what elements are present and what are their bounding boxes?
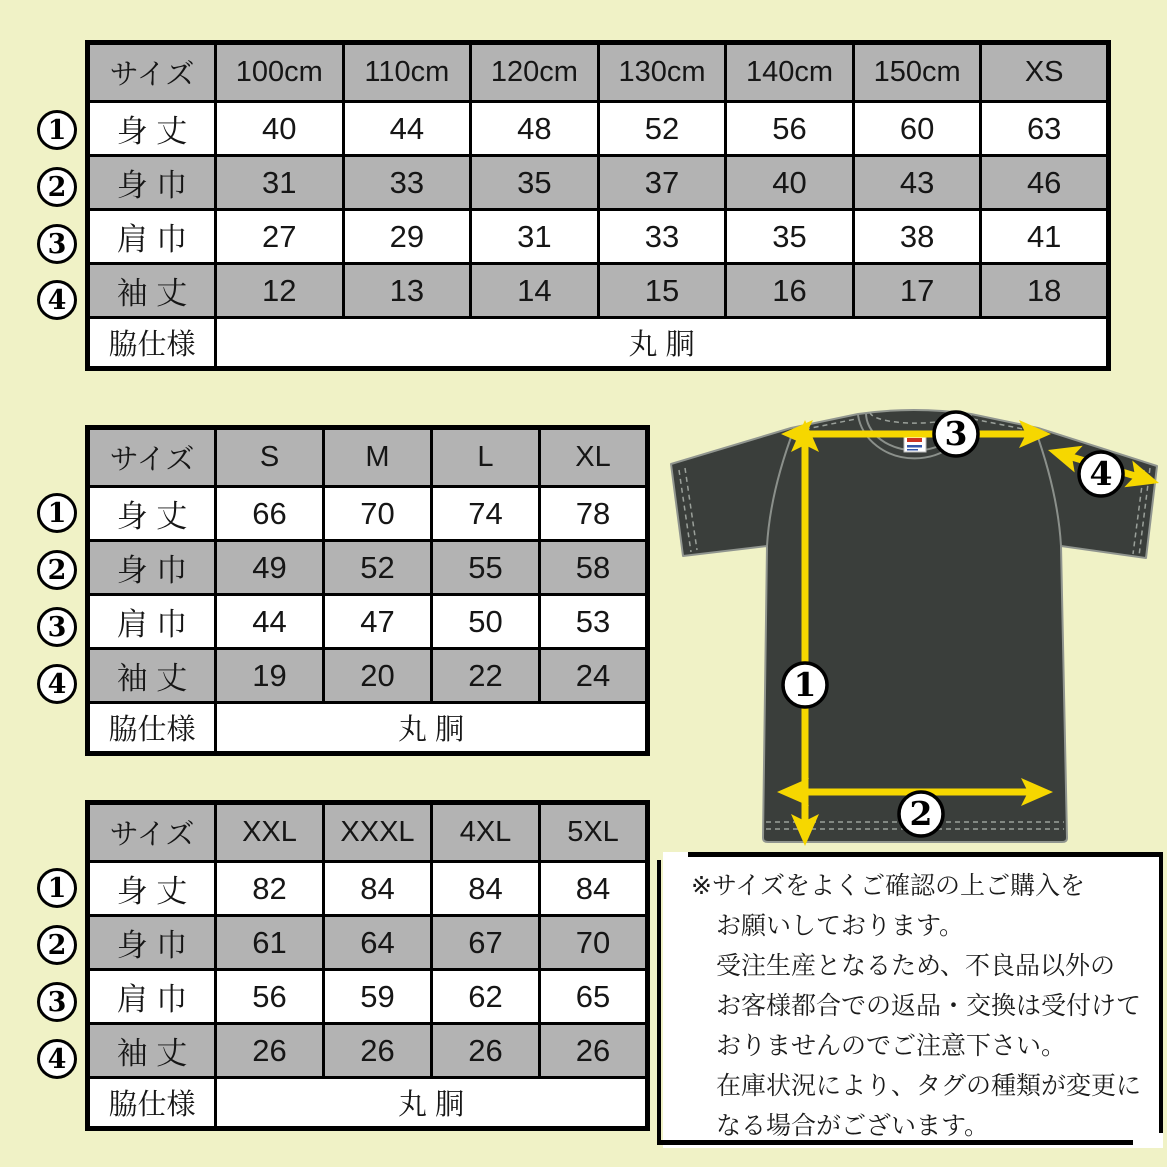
table-cell: 16	[726, 264, 854, 318]
row-label: 肩 巾	[88, 595, 216, 649]
table-cell: 26	[432, 1024, 540, 1078]
table-row	[88, 1024, 648, 1078]
row-label: 身 巾	[88, 916, 216, 970]
row-label: 肩 巾	[88, 210, 216, 264]
table-cell: 66	[216, 487, 324, 541]
table-cell: 14	[471, 264, 599, 318]
row-label: 身 丈	[88, 102, 216, 156]
table-row	[88, 649, 648, 703]
table-row	[88, 156, 1109, 210]
table-row	[88, 541, 648, 595]
table-cell: 70	[540, 916, 648, 970]
note-line: なる場合がございます。	[716, 1112, 990, 1140]
table-header-row	[88, 803, 648, 862]
svg-text:2: 2	[909, 794, 933, 833]
table-cell: 50	[432, 595, 540, 649]
table-cell: 47	[324, 595, 432, 649]
measure-number-4: 4	[37, 664, 77, 704]
column-header: サイズ	[88, 43, 216, 102]
column-header: L	[432, 428, 540, 487]
table-cell: 44	[343, 102, 471, 156]
table-cell: 74	[432, 487, 540, 541]
row-label: 袖 丈	[88, 649, 216, 703]
measure-number-2: 2	[37, 550, 77, 590]
table-cell: 78	[540, 487, 648, 541]
size-table-big	[85, 800, 650, 1131]
table-cell: 55	[432, 541, 540, 595]
table-cell: 70	[324, 487, 432, 541]
table-cell: 46	[981, 156, 1109, 210]
table-cell: 22	[432, 649, 540, 703]
table-cell: 41	[981, 210, 1109, 264]
table-cell: 31	[471, 210, 599, 264]
table-header-row	[88, 43, 1109, 102]
measure-number-1: 1	[37, 110, 77, 150]
diagram-badge-1	[783, 663, 827, 707]
row-label: 身 丈	[88, 487, 216, 541]
table-cell: 19	[216, 649, 324, 703]
table-cell: 43	[853, 156, 981, 210]
column-header: XS	[981, 43, 1109, 102]
note-line: おりませんのでご注意下さい。	[716, 1032, 1067, 1060]
table-cell: 33	[598, 210, 726, 264]
table-cell: 67	[432, 916, 540, 970]
table-cell: 29	[343, 210, 471, 264]
table-cell: 62	[432, 970, 540, 1024]
row-label: 身 丈	[88, 862, 216, 916]
table-cell: 31	[216, 156, 344, 210]
table-cell: 56	[216, 970, 324, 1024]
table-cell: 丸 胴	[216, 318, 1109, 369]
measure-number-2: 2	[37, 925, 77, 965]
table-cell: 53	[540, 595, 648, 649]
table-cell: 27	[216, 210, 344, 264]
measure-number-1: 1	[37, 868, 77, 908]
column-header: S	[216, 428, 324, 487]
row-label: 袖 丈	[88, 1024, 216, 1078]
table-cell: 84	[324, 862, 432, 916]
measure-number-1: 1	[37, 493, 77, 533]
table-row	[88, 970, 648, 1024]
table-cell: 64	[324, 916, 432, 970]
table-cell: 18	[981, 264, 1109, 318]
column-header: 100cm	[216, 43, 344, 102]
table-cell: 24	[540, 649, 648, 703]
table-cell: 65	[540, 970, 648, 1024]
table-cell: 61	[216, 916, 324, 970]
table-cell: 38	[853, 210, 981, 264]
table-cell: 33	[343, 156, 471, 210]
note-line: お願いしております。	[716, 912, 965, 940]
row-label: 脇仕様	[88, 703, 216, 754]
table-header-row	[88, 428, 648, 487]
table-cell: 35	[726, 210, 854, 264]
measure-number-3: 3	[37, 982, 77, 1022]
column-header: M	[324, 428, 432, 487]
table-row	[88, 264, 1109, 318]
measure-number-4: 4	[37, 1039, 77, 1079]
row-label: 身 巾	[88, 156, 216, 210]
table-cell: 丸 胴	[216, 1078, 648, 1129]
table-row	[88, 595, 648, 649]
table-cell: 52	[324, 541, 432, 595]
table-cell: 63	[981, 102, 1109, 156]
tshirt-measure-diagram	[660, 398, 1165, 850]
diagram-badge-3	[934, 412, 978, 456]
table-cell: 40	[216, 102, 344, 156]
table-footer-row	[88, 1078, 648, 1129]
column-header: 140cm	[726, 43, 854, 102]
svg-text:4: 4	[1089, 454, 1113, 493]
svg-text:1: 1	[793, 665, 817, 704]
note-line: 在庫状況により、タグの種類が変更に	[716, 1072, 1142, 1100]
size-table-kids	[85, 40, 1111, 371]
column-header: 130cm	[598, 43, 726, 102]
table-cell: 44	[216, 595, 324, 649]
note-line: 受注生産となるため、不良品以外の	[716, 952, 1116, 980]
table-cell: 59	[324, 970, 432, 1024]
table-cell: 12	[216, 264, 344, 318]
table-cell: 56	[726, 102, 854, 156]
table-cell: 52	[598, 102, 726, 156]
table-row	[88, 862, 648, 916]
table-cell: 37	[598, 156, 726, 210]
table-row	[88, 916, 648, 970]
table-cell: 40	[726, 156, 854, 210]
column-header: XXL	[216, 803, 324, 862]
table-cell: 48	[471, 102, 599, 156]
diagram-badge-4	[1079, 452, 1123, 496]
row-label: 脇仕様	[88, 1078, 216, 1129]
table-cell: 26	[216, 1024, 324, 1078]
measure-number-4: 4	[37, 280, 77, 320]
table-cell: 60	[853, 102, 981, 156]
measure-number-2: 2	[37, 167, 77, 207]
row-label: 肩 巾	[88, 970, 216, 1024]
measure-number-3: 3	[37, 607, 77, 647]
column-header: XL	[540, 428, 648, 487]
table-footer-row	[88, 318, 1109, 369]
purchase-note-box	[663, 852, 1163, 1148]
table-cell: 84	[540, 862, 648, 916]
table-cell: 26	[540, 1024, 648, 1078]
table-cell: 丸 胴	[216, 703, 648, 754]
column-header: サイズ	[88, 428, 216, 487]
note-line: ※サイズをよくご確認の上ご購入を	[691, 872, 1085, 900]
table-cell: 35	[471, 156, 599, 210]
column-header: サイズ	[88, 803, 216, 862]
column-header: 4XL	[432, 803, 540, 862]
table-cell: 58	[540, 541, 648, 595]
column-header: 110cm	[343, 43, 471, 102]
table-cell: 13	[343, 264, 471, 318]
column-header: 5XL	[540, 803, 648, 862]
measure-number-3: 3	[37, 224, 77, 264]
row-label: 袖 丈	[88, 264, 216, 318]
table-row	[88, 102, 1109, 156]
table-cell: 26	[324, 1024, 432, 1078]
table-cell: 82	[216, 862, 324, 916]
row-label: 身 巾	[88, 541, 216, 595]
table-row	[88, 210, 1109, 264]
table-row	[88, 487, 648, 541]
column-header: 120cm	[471, 43, 599, 102]
table-footer-row	[88, 703, 648, 754]
svg-text:3: 3	[944, 414, 968, 453]
table-cell: 20	[324, 649, 432, 703]
column-header: XXXL	[324, 803, 432, 862]
row-label: 脇仕様	[88, 318, 216, 369]
table-cell: 15	[598, 264, 726, 318]
size-table-adult	[85, 425, 650, 756]
diagram-badge-2	[899, 792, 943, 836]
purchase-note-text	[691, 866, 1151, 1146]
table-cell: 84	[432, 862, 540, 916]
note-line: お客様都合での返品・交換は受付けて	[716, 992, 1142, 1020]
column-header: 150cm	[853, 43, 981, 102]
table-cell: 49	[216, 541, 324, 595]
table-cell: 17	[853, 264, 981, 318]
